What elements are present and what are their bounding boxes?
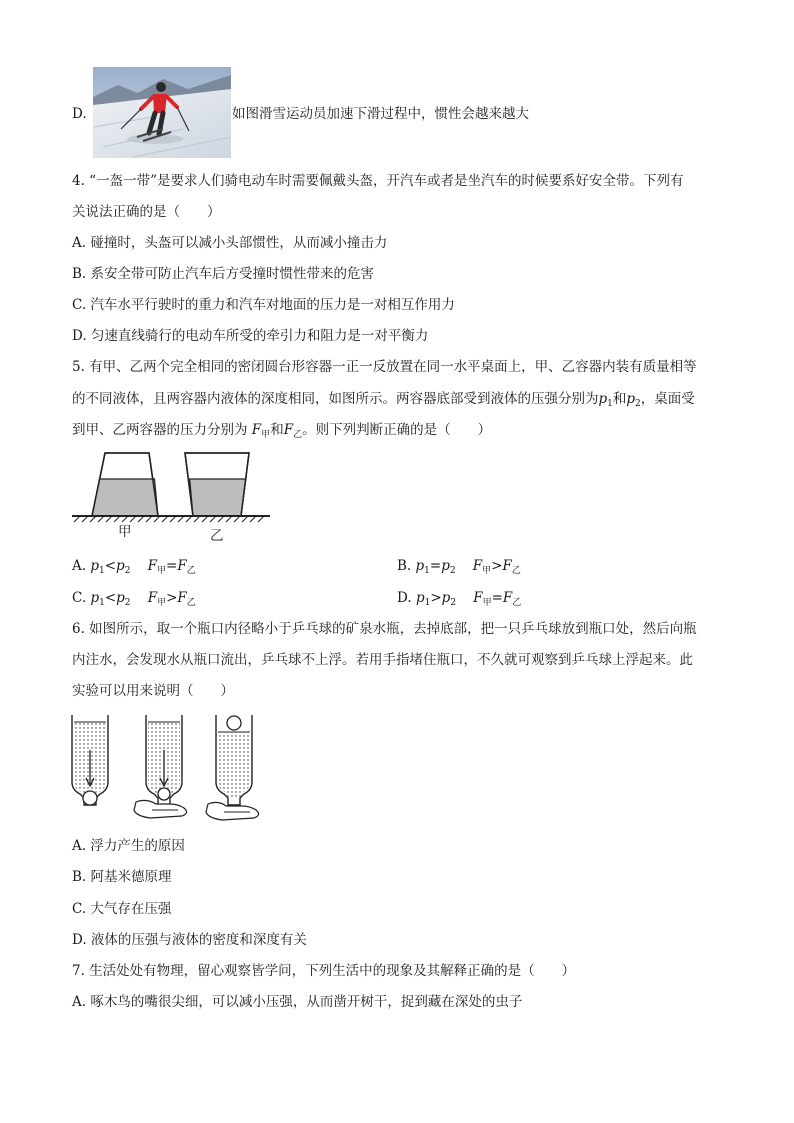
q4-option-a: A. 碰撞时，头盔可以减小头部惯性，从而减小撞击力 bbox=[72, 235, 388, 251]
q7-stem: 7. 生活处处有物理，留心观察皆学问，下列生活中的现象及其解释正确的是（ ） bbox=[72, 963, 576, 979]
q5-stem-line1: 5. 有甲、乙两个完全相同的密闭圆台形容器一正一反放置在同一水平桌面上，甲、乙容器内装有质量相等 bbox=[72, 359, 697, 375]
q5-stem-line3: 到甲、乙两容器的压力分别为 $F_甲$和$F_乙$。则下列判断正确的是（ ） bbox=[72, 422, 492, 440]
q5-label-jia: 甲 bbox=[118, 524, 132, 540]
q6-bottles-figure bbox=[66, 710, 266, 825]
q5-option-d: D. $p_1>p_2$ $F_甲=F_乙$ bbox=[397, 590, 522, 608]
q5-containers-figure bbox=[72, 450, 272, 542]
q6-stem-line3: 实验可以用来说明（ ） bbox=[72, 683, 234, 699]
q6-stem-line2: 内注水，会发现水从瓶口流出，乒乓球不上浮。若用手指堵住瓶口，不久就可观察到乒乓球上浮起来。此 bbox=[72, 652, 693, 668]
q5-option-a: A. $p_1<p_2$ $F_甲=F_乙$ bbox=[72, 558, 196, 576]
q4-stem-line1: 4. “一盔一带”是要求人们骑电动车时需要佩戴头盔，开汽车或者是坐汽车的时候要系好安全带。下列有 bbox=[72, 173, 684, 189]
q6-option-c: C. 大气存在压强 bbox=[72, 901, 172, 917]
q3-option-d-label: D. bbox=[72, 106, 87, 122]
q4-stem-line2: 关说法正确的是（ ） bbox=[72, 204, 221, 220]
q3-option-d-text: 如图滑雪运动员加速下滑过程中，惯性会越来越大 bbox=[232, 106, 529, 122]
q6-option-b: B. 阿基米德原理 bbox=[72, 869, 172, 885]
q5-stem-line2: 的不同液体，且两容器内液体的深度相同，如图所示。两容器底部受到液体的压强分别为$p_1$和$p_2$，桌面受 bbox=[72, 391, 695, 409]
q4-option-b: B. 系安全带可防止汽车后方受撞时惯性带来的危害 bbox=[72, 266, 375, 282]
q6-option-d: D. 液体的压强与液体的密度和深度有关 bbox=[72, 932, 307, 948]
q5-label-yi: 乙 bbox=[210, 528, 224, 544]
skier-photo bbox=[93, 67, 231, 158]
q6-option-a: A. 浮力产生的原因 bbox=[72, 838, 185, 854]
q5-option-b: B. $p_1=p_2$ $F_甲>F_乙$ bbox=[397, 558, 521, 576]
q4-option-d: D. 匀速直线骑行的电动车所受的牵引力和阻力是一对平衡力 bbox=[72, 328, 429, 344]
q5-option-c: C. $p_1<p_2$ $F_甲>F_乙$ bbox=[72, 590, 196, 608]
q4-option-c: C. 汽车水平行驶时的重力和汽车对地面的压力是一对相互作用力 bbox=[72, 297, 455, 313]
q7-option-a: A. 啄木鸟的嘴很尖细，可以减小压强，从而凿开树干，捉到藏在深处的虫子 bbox=[72, 994, 523, 1010]
q6-stem-line1: 6. 如图所示，取一个瓶口内径略小于乒乓球的矿泉水瓶，去掉底部，把一只乒乓球放到瓶口处，然后向瓶 bbox=[72, 621, 697, 637]
